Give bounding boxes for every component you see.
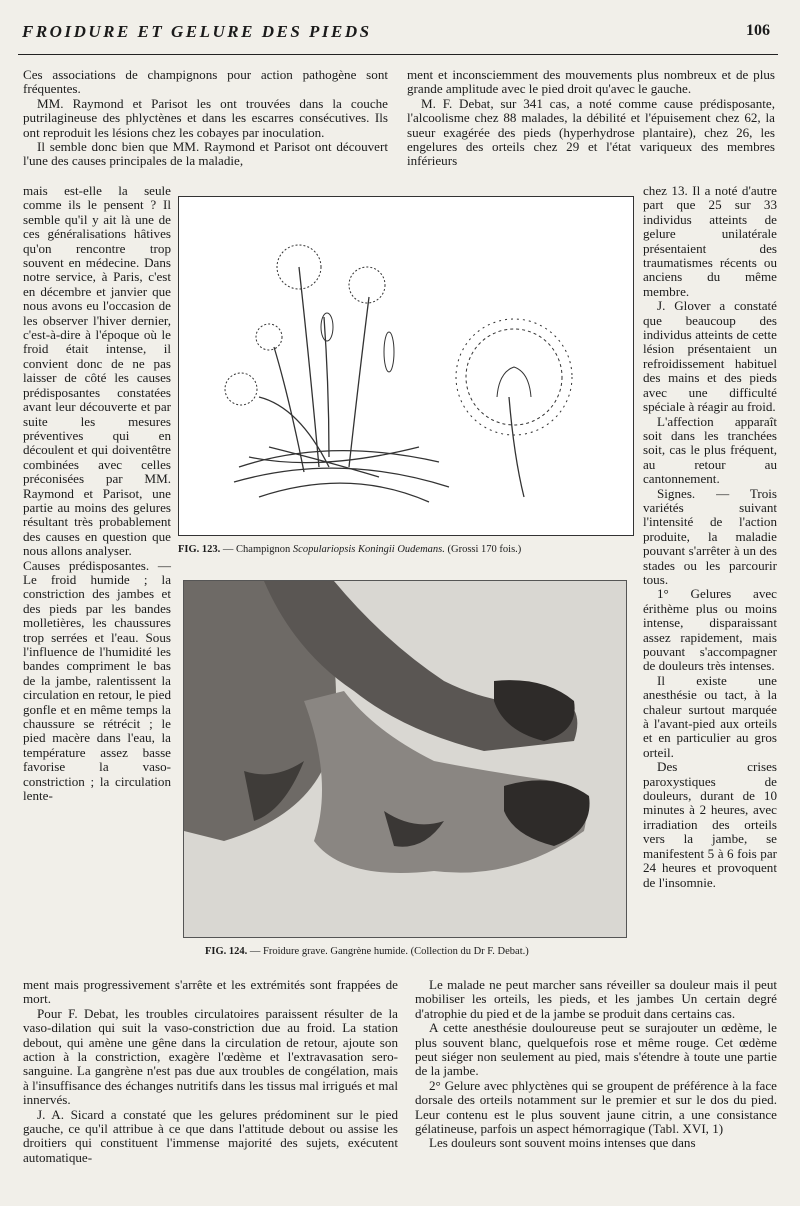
figure-label: FIG. 123. (178, 544, 221, 555)
paragraph: ment et inconsciemment des mouvements plus nombreux et de plus grande amplitude avec le pied droit qu'avec le gauche. (407, 67, 775, 97)
paragraph: M. F. Debat, sur 341 cas, a noté comme cause prédisposante, l'alcoolisme chez 88 malades, la débilité et l'épuisement chez 62, la sueur exagérée des pieds (hyperhydrose plantaire), chez 26, les engelures des orteils chez 29 et l'état variqueux des membres inférieurs (407, 95, 775, 169)
figure-123-illustration (178, 196, 634, 536)
paragraph: L'affection apparaît soit dans les tranchées soit, cas le plus fréquent, au retour au cantonnement. (643, 413, 777, 487)
paragraph: Des crises paroxystiques de douleurs, durant de 10 minutes à 2 heures, avec irradiation des orteils vers la jambe, se manifestent 5 à 6 fois par 24 heures et provoquent de l'insomnie. (643, 759, 777, 890)
col1-bottom-text (23, 978, 398, 1165)
paragraph: mais est-elle la seule comme ils le pensent ? Il semble qu'il y ait là une de ces généralisations hâtives qu'on rencontre trop souvent en médecine. Dans notre service, à Paris, c'est en décembre et janvier que nous avons eu l'occasion de les observer l'hiver dernier, c'est-à-dire à l'époque où le froid était intense, il convient donc de ne pas laisser de côté les causes prédisposantes constatées avant leur découverte et par suite les mesures préventives qui en découlent et qui doiventêtre combinées avec celles préconisées par MM. Raymond et Parisot, une partie au moins des gelures résultant très probablement des causes en question que nous allons analyser. (23, 183, 171, 559)
paragraph: chez 13. Il a noté d'autre part que 25 sur 33 individus atteints de gelure unilatérale présentaient des traumatismes récents ou anciens du même membre. (643, 183, 777, 299)
paragraph: 1° Gelures avec érithème plus ou moins intense, disparaissant assez rapidement, mais pouvant s'accompagner de douleurs très intenses. (643, 586, 777, 674)
paragraph: J. Glover a constaté que beaucoup des individus atteints de cette lésion présentaient un refroidissement habituel des mains et des pieds avec une difficulté spéciale à réagir au froid. (643, 298, 777, 415)
paragraph: Causes prédisposantes. — Le froid humide ; la constriction des jambes et des pieds par les bandes molletières, les chaussures trop serrées et l'eau. Sous l'influence de l'humidité les bandes compriment le bas de la jambe, ralentissent la circulation en retour, le pied gonfle et en même temps la chaussure se rétrécit ; le pied macère dans l'eau, la température assez basse favorise la vaso-constriction ; la circulation lente- (23, 557, 171, 804)
running-header-title: FROIDURE ET GELURE DES PIEDS (22, 22, 372, 41)
paragraph: Ces associations de champignons pour action pathogène sont fréquentes. (23, 67, 388, 97)
paragraph: Les douleurs sont souvent moins intenses que dans (429, 1135, 696, 1151)
species-name: Scopulariopsis Koningii Oudemans. (292, 544, 445, 555)
feet-photograph (184, 581, 626, 937)
paragraph: J. A. Sicard a constaté que les gelures prédominent sur le pied gauche, ce qu'il attribue à ce que dans l'attitude debout ou assise les droitiers qui constituent l'immense majorité des sujets, exécutent automatique- (23, 1106, 398, 1165)
figure-124-photo (183, 580, 627, 938)
paragraph: 2° Gelure avec phlyctènes qui se groupent de préférence à la face dorsale des orteils notamment sur le premier et sur le dos du pied. Leur contenu est le plus souvent jaune citrin, a une consistance gélatineuse, parfois un aspect hémorragique (Tabl. XVI, 1) (415, 1077, 777, 1137)
caption-text: — Froidure grave. Gangrène humide. (249, 946, 408, 957)
col2-top-text (407, 68, 775, 169)
paragraph: Il existe une anesthésie ou tact, à la chaleur surtout marquée à l'avant-pied aux orteils et en particulier au gros orteil. (643, 672, 777, 760)
page-number: 106 (746, 22, 770, 39)
caption-text: — Champignon (222, 544, 291, 555)
figure-124-caption (205, 946, 635, 957)
paragraph: ment mais progressivement s'arrête et les extrémités sont frappées de mort. (23, 977, 398, 1007)
paragraph: MM. Raymond et Parisot les ont trouvées dans la couche putrilagineuse des phlyctènes et dans les escarres consécutives. Ils ont reproduit les lésions chez les cobayes par inoculation. (23, 95, 388, 140)
paragraph: Le malade ne peut marcher sans réveiller sa douleur mais il peut mobiliser les orteils, les pieds, et les jambes Un certain degré d'atrophie du pied et de la jambe se produit dans certains cas. (415, 977, 777, 1021)
fungus-drawing (179, 197, 633, 535)
col2-narrow-text (643, 184, 777, 890)
figure-label: FIG. 124. (205, 946, 248, 957)
header-rule (18, 54, 778, 55)
paragraph: Pour F. Debat, les troubles circulatoires paraissent résulter de la vaso-dilation qui suit la vaso-constriction due au froid. La station debout, qui amène une gêne dans la circulation de retour, ajoute son action à la constriction, exagère l'œdème et l'extravasation sero-sanguine. La gangrène n'est pas due aux troubles de congélation, mais à l'insuffisance des échanges nutritifs dans les tissus mal irrigués et mal innervés. (23, 1005, 398, 1108)
paragraph: Signes. — Trois variétés suivant l'intensité de l'action produite, la maladie pouvant s'arrêter à un des stades ou les parcourir tous. (643, 485, 777, 587)
col1-top-text (23, 68, 388, 169)
photo-credit: (Collection du Dr F. Debat.) (410, 946, 529, 957)
col2-bottom-text (415, 978, 777, 1151)
magnification: (Grossi 170 fois.) (447, 544, 522, 555)
paragraph: Il semble donc bien que MM. Raymond et Parisot ont découvert l'une des causes principales de la maladie, (23, 139, 388, 169)
figure-123-caption (178, 544, 638, 555)
col1-narrow-text (23, 184, 171, 803)
paragraph: A cette anesthésie douloureuse peut se surajouter un œdème, le plus souvent blanc, quelquefois rose et même rouge. Cet œdème peut siéger non seulement au pied, mais s'étendre à toute une partie de la jambe. (415, 1020, 777, 1079)
